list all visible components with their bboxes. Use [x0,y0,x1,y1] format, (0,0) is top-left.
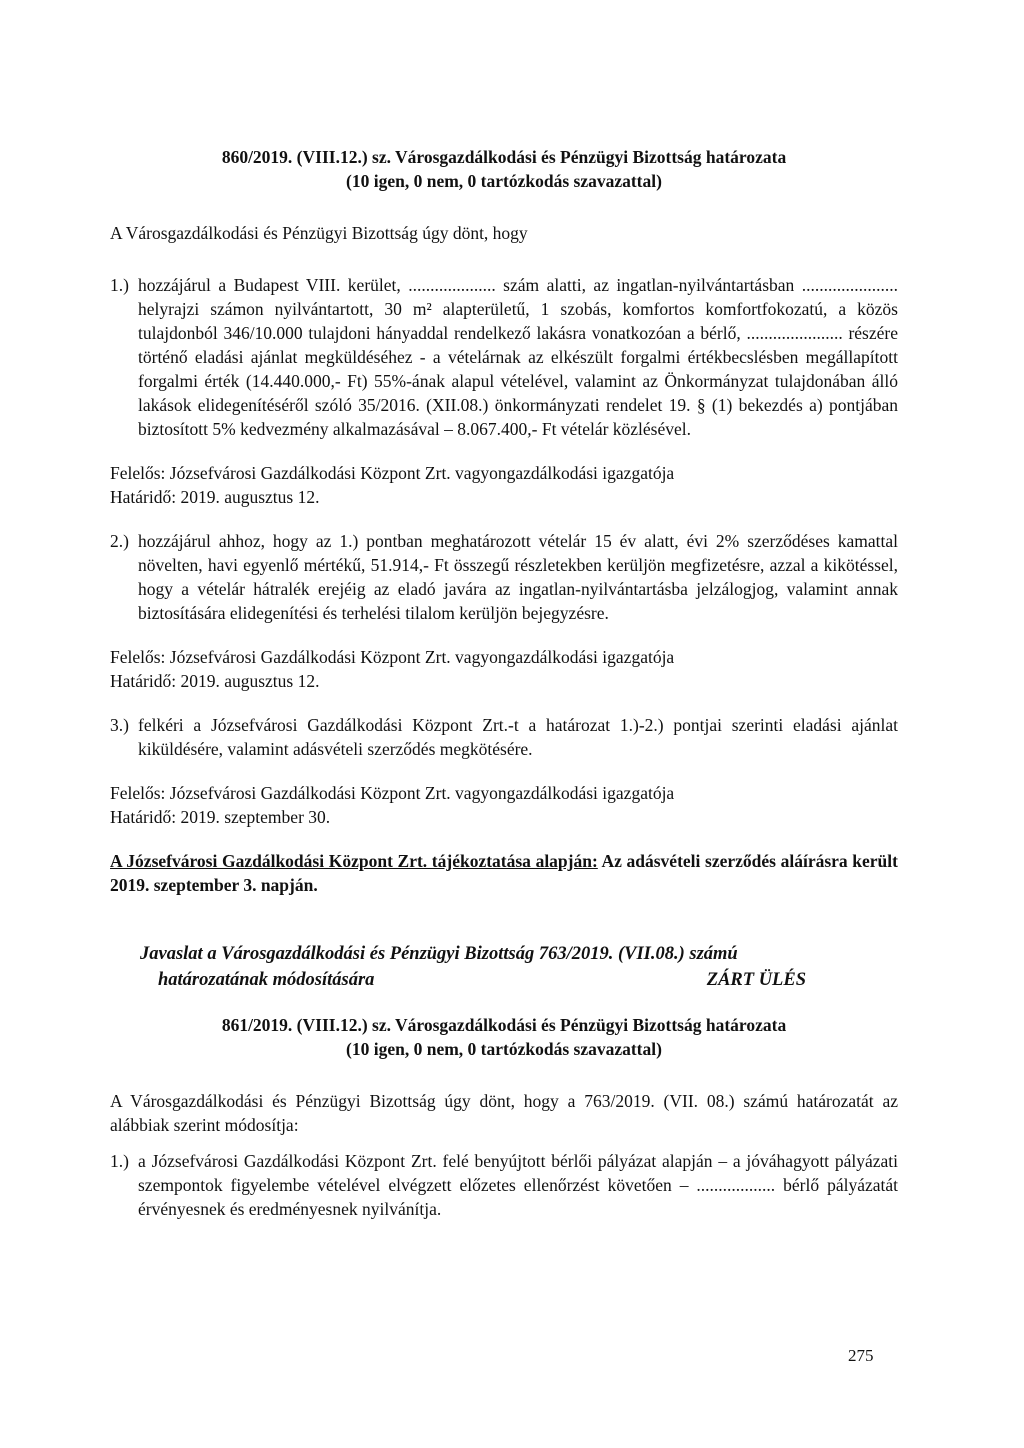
proposal-title [110,941,898,993]
vote-result: (10 igen, 0 nem, 0 tartózkodás szavazattal) [346,171,662,191]
item-text: a Józsefvárosi Gazdálkodási Központ Zrt. felé benyújtott bérlői pályázat alapján – a jóváhagyott pályázati szempontok figyelembe vételével elvégzett előzetes ellenőrzést követően – .................. bérlő pályázatát érvényesnek és eredményesnek nyilvánítja. [138,1151,898,1219]
decision-heading: 860/2019. (VIII.12.) sz. Városgazdálkodási és Pénzügyi Bizottság határozata [221,147,787,167]
responsible-line: Felelős: Józsefvárosi Gazdálkodási Központ Zrt. vagyongazdálkodási igazgatója [110,783,675,803]
decision-item-1 [110,273,898,441]
document-page [110,145,898,1221]
decision-intro: A Városgazdálkodási és Pénzügyi Bizottság úgy dönt, hogy a 763/2019. (VII. 08.) számú határozatát az alábbiak szerint módosítja: [110,1091,898,1135]
proposal-title-line2 [110,967,898,993]
proposal-title-line1: Javaslat a Városgazdálkodási és Pénzügyi Bizottság 763/2019. (VII.08.) számú [140,944,738,964]
info-note-text: Az adásvételi szerződés aláírásra került 2019. szeptember 3. napján. [110,851,898,895]
item-number: 1.) [110,275,129,295]
decision-item-3 [110,713,898,761]
responsible-line: Felelős: Józsefvárosi Gazdálkodási Központ Zrt. vagyongazdálkodási igazgatója [110,647,675,667]
info-note-underlined: A Józsefvárosi Gazdálkodási Központ Zrt. tájékoztatása alapján: [110,851,598,871]
decision-intro: A Városgazdálkodási és Pénzügyi Bizottság úgy dönt, hogy [110,223,528,243]
decision-item-2 [110,529,898,625]
info-note [110,849,898,897]
decision-heading: 861/2019. (VIII.12.) sz. Városgazdálkodási és Pénzügyi Bizottság határozata [221,1015,787,1035]
page-number: 275 [848,1346,874,1365]
item-text: hozzájárul a Budapest VIII. kerület, .................... szám alatti, az ingatlan-nyilvántartásban ...................... helyrajzi számon nyilvántartott, 30 m² alapterületű, 1 szobás, komfortos komfortfokozatú, a közös tulajdonból 346/10.000 tulajdoni hányaddal rendelkező lakásra vonatkozóan a bérlő, ...................... részére történő eladási ajánlat megküldéséhez - a vételárnak az elkészült forgalmi értékbecslésben megállapított forgalmi érték (14.440.000,- Ft) 55%-ának alapul vételével, valamint az Önkormányzat tulajdonában álló lakások elidegenítéséről szóló 35/2016. (XII.08.) önkormányzati rendelet 19. § (1) bekezdés a) pontjában biztosított 5% kedvezmény alkalmazásával – 8.067.400,- Ft vételár közlésével. [138,275,898,439]
decision-item-1 [110,1149,898,1221]
item-text: felkéri a Józsefvárosi Gazdálkodási Központ Zrt.-t a határozat 1.)-2.) pontjai szerinti eladási ajánlat kiküldésére, valamint adásvételi szerződés megkötésére. [138,715,898,759]
item-number: 1.) [110,1151,129,1171]
deadline-line: Határidő: 2019. augusztus 12. [110,671,320,691]
item-text: hozzájárul ahhoz, hogy az 1.) pontban meghatározott vételár 15 év alatt, évi 2% szerződéses kamattal növelten, havi egyenlő mértékű, 51.914,- Ft összegű részletekben kerüljön megfizetésre, azzal a kikötéssel, hogy a vételár hátralék erejéig az eladó javára az ingatlan-nyilvántartásba jelzálogjog, valamint annak biztosítására elidegenítési és terhelési tilalom kerüljön bejegyzésre. [138,531,898,623]
deadline-line: Határidő: 2019. augusztus 12. [110,487,320,507]
deadline-line: Határidő: 2019. szeptember 30. [110,807,331,827]
vote-result: (10 igen, 0 nem, 0 tartózkodás szavazattal) [346,1039,662,1059]
proposal-title-text: határozatának módosítására [158,970,375,990]
item-number: 2.) [110,531,129,551]
closed-session-label: ZÁRT ÜLÉS [706,970,806,990]
responsible-line: Felelős: Józsefvárosi Gazdálkodási Központ Zrt. vagyongazdálkodási igazgatója [110,463,675,483]
item-number: 3.) [110,715,129,735]
